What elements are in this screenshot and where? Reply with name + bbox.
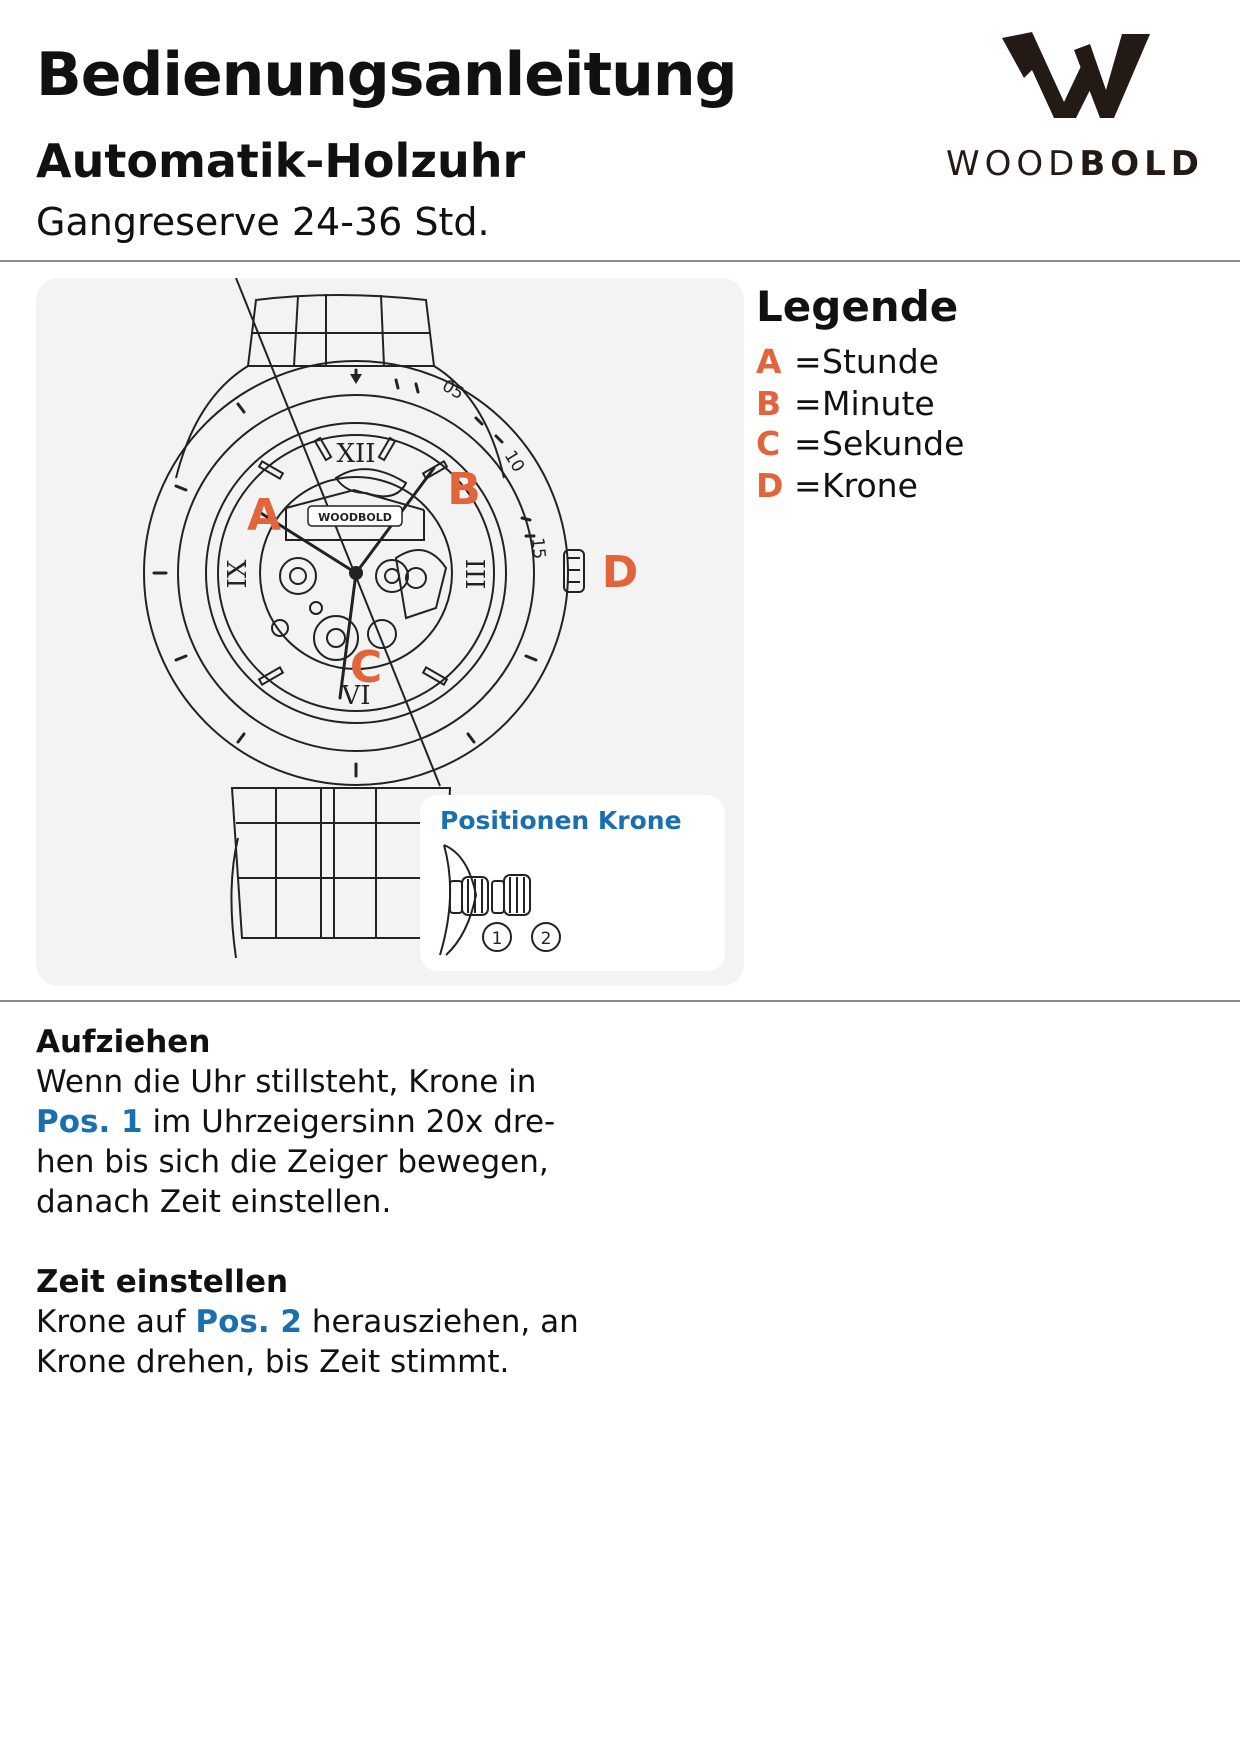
woodbold-logo-text [946, 144, 1204, 184]
wind-text-line-2 [36, 1104, 555, 1140]
callout-letter-c: C [349, 642, 383, 693]
section-heading-set-time: Zeit einstellen [36, 1264, 289, 1300]
upper-strap [248, 295, 434, 366]
dial-numeral-6: VI [341, 681, 371, 711]
wind-text-line-3: hen bis sich die Zeiger bewegen, [36, 1144, 549, 1180]
bezel-number-05: 05 [438, 376, 468, 405]
legend-key: C [756, 424, 781, 463]
legend-equals: = [794, 424, 822, 463]
callout-letter-b: B [447, 464, 481, 515]
power-reserve-text: Gangreserve 24-36 Std. [36, 200, 490, 244]
legend-title: Legende [756, 282, 959, 331]
legend-equals: = [794, 342, 822, 381]
crown-pos-1-label: 1 [491, 929, 503, 949]
wind-text-line-2-rest: im Uhrzeigersinn 20x dre- [142, 1104, 556, 1140]
legend-equals: = [794, 384, 822, 423]
callout-letter-a: A [246, 490, 282, 541]
dial-numeral-3: III [459, 558, 489, 590]
crown-positions-title: Positionen Krone [440, 806, 682, 835]
woodbold-logo-mark-icon [1002, 30, 1150, 118]
legend-label: Krone [822, 466, 918, 505]
section-heading-wind: Aufziehen [36, 1024, 211, 1060]
legend-label: Stunde [822, 342, 939, 381]
callout-letter-d: D [601, 547, 639, 598]
dial-numeral-9: IX [223, 559, 253, 589]
bezel-number-10: 10 [499, 447, 529, 477]
wind-text-line-1: Wenn die Uhr stillsteht, Krone in [36, 1064, 537, 1100]
divider-top [0, 260, 1240, 262]
dial-brand-label: WOODBOLD [318, 511, 392, 524]
legend-key: A [756, 342, 782, 381]
logo-text-bold: BOLD [1079, 144, 1205, 184]
crown-pos-2-label: 2 [540, 929, 552, 949]
dial-numeral-12: XII [336, 439, 376, 469]
crown-positions-diagram [420, 795, 725, 971]
legend-item-d [756, 466, 918, 505]
set-text-line-1 [36, 1304, 579, 1340]
logo-text-light: WOOD [946, 144, 1080, 184]
legend-label: Minute [822, 384, 935, 423]
legend-key: D [756, 466, 784, 505]
set-text-line-2: Krone drehen, bis Zeit stimmt. [36, 1344, 510, 1380]
page-title: Bedienungsanleitung [36, 40, 737, 110]
crown-pos-1-ref: Pos. 1 [36, 1104, 143, 1140]
set-text-line-1-pre: Krone auf [36, 1304, 196, 1340]
wind-text-line-4: danach Zeit einstellen. [36, 1184, 392, 1220]
legend-label: Sekunde [822, 424, 965, 463]
legend-item-b [756, 384, 935, 423]
lower-strap [232, 788, 450, 938]
legend-item-a [756, 342, 939, 381]
page-subtitle: Automatik-Holzuhr [36, 134, 526, 188]
legend-item-c [756, 424, 964, 463]
legend-equals: = [794, 466, 822, 505]
set-text-line-1-post: herausziehen, an [301, 1304, 579, 1340]
legend-key: B [756, 384, 782, 423]
crown-pos-2-ref: Pos. 2 [195, 1304, 302, 1340]
divider-middle [0, 1000, 1240, 1002]
bezel-number-15: 15 [527, 536, 549, 560]
